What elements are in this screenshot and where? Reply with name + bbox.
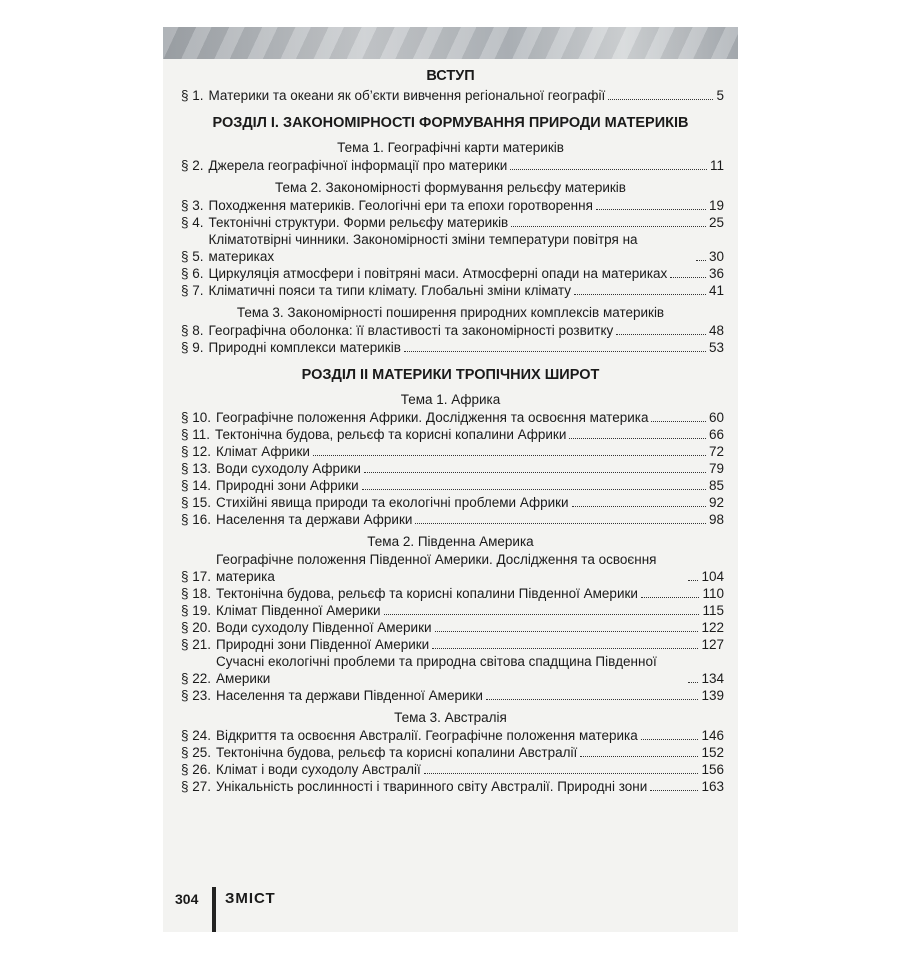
section-number: § 16. — [181, 512, 212, 527]
toc-entry — [163, 494, 738, 511]
page-footer — [163, 887, 738, 932]
section-number: § 26. — [181, 762, 212, 777]
page-ref: 25 — [708, 215, 724, 230]
section-title: Природні зони Південної Америки — [216, 637, 430, 652]
section-number: § 15. — [181, 495, 212, 510]
page-ref: 85 — [708, 478, 724, 493]
toc-entry — [163, 265, 738, 282]
section-title: Клімат Південної Америки — [216, 603, 381, 618]
dot-leader — [511, 226, 706, 227]
section-title: Сучасні екологічні проблеми та природна світова спадщина Південної Америки — [216, 654, 657, 686]
section-title: Географічна оболонка: її властивості та закономірності розвитку — [208, 323, 614, 338]
dot-leader — [650, 790, 698, 791]
page-ref: 11 — [709, 158, 724, 173]
dot-leader — [486, 699, 699, 700]
dot-leader — [510, 169, 707, 170]
dot-leader — [424, 773, 699, 774]
section-number: § 19. — [181, 603, 212, 618]
topic-heading: Тема 2. Закономірності формування рельєфу материків — [275, 180, 626, 195]
section-number: § 23. — [181, 688, 212, 703]
footer-divider — [212, 887, 216, 932]
dot-leader — [688, 580, 698, 581]
page-ref: 98 — [708, 512, 724, 527]
dot-leader — [415, 523, 706, 524]
page-ref: 156 — [701, 762, 724, 777]
toc-entry — [163, 551, 738, 585]
section-title: Кліматотвірні чинники. Закономірності зміни температури повітря на материках — [208, 232, 638, 264]
dot-leader — [670, 277, 706, 278]
dot-leader — [432, 648, 698, 649]
page-ref: 5 — [716, 88, 724, 103]
section-title: Води суходолу Південної Америки — [216, 620, 432, 635]
toc-entry — [163, 231, 738, 265]
section-title: Населення та держави Африки — [216, 512, 413, 527]
section-title: Циркуляція атмосфери і повітряні маси. Атмосферні опади на материках — [208, 266, 668, 281]
section-number: § 24. — [181, 728, 212, 743]
page-ref: 122 — [701, 620, 724, 635]
dot-leader — [572, 506, 706, 507]
page-ref: 115 — [702, 603, 724, 618]
page-ref: 152 — [701, 745, 724, 760]
section-title: Природні комплекси материків — [208, 340, 401, 355]
topic-heading: Тема 1. Географічні карти материків — [337, 140, 564, 155]
toc-entry — [163, 653, 738, 687]
page-ref: 36 — [708, 266, 724, 281]
toc-entry — [163, 443, 738, 460]
page-ref: 127 — [701, 637, 724, 652]
topic-heading: Тема 3. Закономірності поширення природних комплексів материків — [236, 305, 665, 320]
decorative-header-band — [163, 27, 738, 59]
section-title: Кліматичні пояси та типи клімату. Глобальні зміни клімату — [208, 283, 572, 298]
section-number: § 21. — [181, 637, 212, 652]
toc-entry — [163, 87, 738, 104]
dot-leader — [313, 455, 706, 456]
section-number: § 20. — [181, 620, 212, 635]
section-title: Стихійні явища природи та екологічні проблеми Африки — [216, 495, 569, 510]
section-number: § 12. — [181, 444, 212, 459]
page-ref: 163 — [701, 779, 724, 794]
dot-leader — [641, 739, 699, 740]
dot-leader — [641, 597, 700, 598]
dot-leader — [435, 631, 699, 632]
dot-leader — [651, 421, 705, 422]
section-title: Природні зони Африки — [216, 478, 359, 493]
topic-heading: Тема 2. Південна Америка — [367, 534, 534, 549]
part1-heading: РОЗДІЛ І. ЗАКОНОМІРНОСТІ ФОРМУВАННЯ ПРИРОДИ МАТЕРИКІВ — [212, 115, 689, 131]
page-ref: 30 — [708, 249, 724, 264]
toc-entry — [163, 636, 738, 653]
section-title: Відкриття та освоєння Австралії. Географічне положення материка — [216, 728, 638, 743]
section-number: § 6. — [181, 266, 204, 281]
part2-heading: РОЗДІЛ ІІ МАТЕРИКИ ТРОПІЧНИХ ШИРОТ — [301, 367, 600, 383]
dot-leader — [696, 260, 706, 261]
page-ref: 66 — [708, 427, 724, 442]
dot-leader — [616, 334, 706, 335]
section-number: § 17. — [181, 569, 212, 584]
dot-leader — [384, 614, 700, 615]
section-number: § 1. — [181, 88, 204, 103]
table-of-contents — [163, 65, 738, 795]
section-number: § 22. — [181, 671, 212, 686]
section-number: § 25. — [181, 745, 212, 760]
section-title: Походження материків. Геологічні ери та епохи горотворення — [208, 198, 593, 213]
toc-entry — [163, 157, 738, 174]
toc-entry — [163, 761, 738, 778]
toc-entry — [163, 687, 738, 704]
section-number: § 13. — [181, 461, 212, 476]
section-number: § 4. — [181, 215, 204, 230]
toc-entry — [163, 339, 738, 356]
section-number: § 5. — [181, 249, 204, 264]
toc-entry — [163, 197, 738, 214]
toc-entry — [163, 744, 738, 761]
page-ref: 146 — [701, 728, 724, 743]
dot-leader — [364, 472, 706, 473]
toc-entry — [163, 477, 738, 494]
footer-label: ЗМІСТ — [225, 890, 276, 907]
section-number: § 3. — [181, 198, 204, 213]
page-number: 304 — [175, 891, 199, 907]
section-title: Тектонічні структури. Форми рельєфу материків — [208, 215, 509, 230]
section-title: Географічне положення Африки. Дослідження та освоєння материка — [216, 410, 649, 425]
toc-entry — [163, 602, 738, 619]
section-number: § 14. — [181, 478, 212, 493]
toc-entry — [163, 322, 738, 339]
page-ref: 53 — [708, 340, 724, 355]
toc-entry — [163, 409, 738, 426]
page-ref: 79 — [708, 461, 724, 476]
intro-heading: ВСТУП — [426, 68, 475, 84]
page-ref: 139 — [701, 688, 724, 703]
section-title: Тектонічна будова, рельєф та корисні копалини Австралії — [216, 745, 578, 760]
toc-entry — [163, 585, 738, 602]
toc-entry — [163, 426, 738, 443]
dot-leader — [362, 489, 706, 490]
toc-entry — [163, 214, 738, 231]
toc-entry — [163, 727, 738, 744]
toc-entry — [163, 282, 738, 299]
section-title: Клімат і води суходолу Австралії — [216, 762, 421, 777]
page-ref: 41 — [708, 283, 724, 298]
toc-entry — [163, 460, 738, 477]
section-title: Унікальність рослинності і тваринного світу Австралії. Природні зони — [216, 779, 648, 794]
page-ref: 92 — [708, 495, 724, 510]
page-ref: 110 — [702, 586, 724, 601]
section-title: Води суходолу Африки — [216, 461, 361, 476]
section-title: Клімат Африки — [216, 444, 310, 459]
section-number: § 7. — [181, 283, 204, 298]
section-number: § 10. — [181, 410, 212, 425]
section-number: § 2. — [181, 158, 204, 173]
dot-leader — [596, 209, 706, 210]
toc-entry — [163, 511, 738, 528]
dot-leader — [404, 351, 706, 352]
page-ref: 104 — [701, 569, 724, 584]
dot-leader — [688, 682, 698, 683]
page-ref: 48 — [708, 323, 724, 338]
section-title: Материки та океани як об’єкти вивчення регіональної географії — [208, 88, 606, 103]
page-ref: 60 — [708, 410, 724, 425]
toc-entry — [163, 778, 738, 795]
page-ref: 19 — [708, 198, 724, 213]
page-ref: 72 — [708, 444, 724, 459]
topic-heading: Тема 1. Африка — [400, 392, 501, 407]
topic-heading: Тема 3. Австралія — [394, 710, 507, 725]
dot-leader — [608, 99, 713, 100]
dot-leader — [569, 438, 706, 439]
section-number: § 8. — [181, 323, 204, 338]
section-title: Географічне положення Південної Америки. Дослідження та освоєння материка — [216, 552, 657, 584]
section-title: Тектонічна будова, рельєф та корисні копалини Африки — [215, 427, 567, 442]
section-number: § 11. — [181, 427, 211, 442]
toc-entry — [163, 619, 738, 636]
page-ref: 134 — [701, 671, 724, 686]
section-title: Тектонічна будова, рельєф та корисні копалини Південної Америки — [216, 586, 638, 601]
section-number: § 27. — [181, 779, 212, 794]
section-number: § 18. — [181, 586, 212, 601]
dot-leader — [574, 294, 706, 295]
section-title: Джерела географічної інформації про материки — [208, 158, 508, 173]
section-number: § 9. — [181, 340, 204, 355]
dot-leader — [580, 756, 698, 757]
section-title: Населення та держави Південної Америки — [216, 688, 483, 703]
book-page — [163, 27, 738, 932]
